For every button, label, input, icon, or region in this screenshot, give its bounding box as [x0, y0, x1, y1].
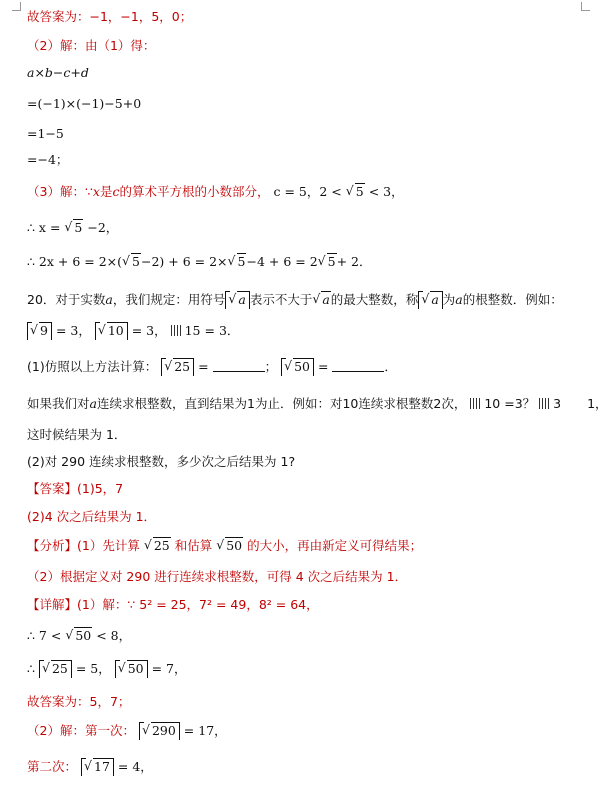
text: 的大小，再由新定义可得结果；: [247, 538, 423, 553]
floor-symbol: [95, 322, 128, 340]
text: =3？: [504, 396, 536, 411]
floor-symbol: [27, 322, 52, 340]
text: 的最大整数，称: [330, 292, 419, 307]
inequality-line: [27, 627, 131, 645]
text: 1: [246, 396, 255, 411]
sqrt: [164, 358, 191, 376]
var-a: a: [455, 292, 463, 307]
sqrt: [346, 183, 365, 201]
sqrt: [228, 253, 247, 271]
answer-line-2: (2)4 次之后结果为 1．: [27, 509, 157, 524]
floor-symbol: [161, 358, 194, 376]
text: 如果我们对: [27, 396, 90, 411]
radicand: 17: [94, 759, 110, 774]
radicand: 5: [355, 184, 364, 199]
sqrt: [98, 322, 125, 340]
garbled-glyph: [470, 398, 482, 409]
floor-symbol: [81, 758, 114, 776]
radicand: 5: [237, 254, 246, 269]
sqrt: [228, 291, 246, 309]
radicand: 50: [294, 359, 310, 374]
step-line-2: =1−5: [27, 126, 64, 141]
text: 【分析】(1）先计算: [27, 538, 140, 553]
garbled-glyph: [171, 325, 183, 336]
first-iteration-line: [27, 722, 227, 740]
text: 第二次：: [27, 759, 78, 774]
text: 和估算: [174, 538, 213, 553]
text: 1，: [587, 396, 608, 411]
step-line-1: =(−1)×(−1)−5+0: [27, 96, 142, 111]
text: 3: [553, 396, 562, 411]
text: = 3．: [204, 323, 240, 338]
text: 2: [433, 396, 442, 411]
text: 20．对于实数: [27, 292, 106, 307]
result-note: 这时候结果为 1．: [27, 427, 127, 442]
answer-line-1: 故答案为：−1，−1，5，0；: [27, 9, 193, 24]
radicand: a: [322, 292, 330, 307]
text: (1)仿照以上方法计算：: [27, 359, 158, 374]
solution-3-line: [27, 183, 404, 201]
text: −2) + 6 = 2×: [140, 254, 228, 269]
sqrt: [312, 291, 330, 309]
solution-2-heading: （2）解：由（1）得：: [27, 38, 156, 53]
math: < 3，: [368, 184, 404, 199]
text: 连续求根整数: [358, 396, 434, 411]
example-line: [27, 322, 239, 340]
sqrt: [421, 291, 439, 309]
text: 为: [442, 292, 456, 307]
var-x: x: [92, 184, 100, 199]
step-line-3: =−4；: [27, 152, 69, 167]
text: ，我们规定：用符号: [112, 292, 226, 307]
radicand: 25: [174, 359, 191, 374]
radicand: 50: [226, 538, 243, 553]
radicand: 5: [74, 220, 83, 235]
radicand: 5: [132, 254, 140, 269]
result-line: [27, 253, 372, 271]
text: = 3，: [131, 323, 167, 338]
text: + 2．: [336, 254, 372, 269]
radicand: 50: [127, 661, 144, 676]
text: = 4，: [117, 759, 153, 774]
var-a: a: [89, 396, 97, 411]
expression-line: a×b−c+d: [27, 65, 89, 80]
radicand: a: [431, 292, 439, 307]
var-c: c: [112, 184, 120, 199]
sqrt: [284, 358, 311, 376]
x-value-line: [27, 219, 118, 237]
answer-blank[interactable]: [332, 359, 384, 372]
text: = 3，: [55, 323, 91, 338]
answer-line-3: 故答案为：5，7；: [27, 694, 131, 709]
radicand: 5: [327, 254, 336, 269]
analysis-line: [27, 537, 422, 555]
sqrt: [144, 537, 171, 555]
text: ∴ 7 <: [27, 628, 62, 643]
text: 为止．例如：对: [254, 396, 343, 411]
garbled-glyph: [539, 398, 551, 409]
crop-mark-left: [12, 2, 21, 11]
question-1-line: [27, 358, 397, 376]
sqrt: [318, 253, 337, 271]
text: 的根整数．例如：: [462, 292, 563, 307]
floor-symbol: [281, 358, 314, 376]
floor-symbol: [139, 722, 180, 740]
question-2-line: (2)对 290 连续求根整数，多少次之后结果为 1?: [27, 454, 296, 469]
text: 10: [342, 396, 359, 411]
radicand: 10: [107, 323, 124, 338]
text: = 7，: [151, 661, 187, 676]
text: < 8，: [96, 628, 132, 643]
text: ∴ 2x + 6 = 2×(: [27, 254, 123, 269]
radicand: 9: [40, 323, 48, 338]
radicand: 25: [51, 661, 68, 676]
text: ∴: [27, 661, 35, 676]
continued-root-line: [27, 395, 608, 413]
floor-symbol: [39, 660, 72, 678]
sqrt: [142, 722, 177, 740]
floor-symbol: [418, 291, 442, 309]
sqrt: [118, 660, 145, 678]
question-20-line: [27, 291, 563, 309]
radicand: a: [238, 292, 246, 307]
analysis-line-2: （2）根据定义对 290 进行连续求根整数，可得 4 次之后结果为 1．: [27, 569, 408, 584]
text: ；: [264, 359, 278, 374]
radicand: 25: [153, 538, 170, 553]
text: ∴ x =: [27, 220, 61, 235]
text: =: [317, 359, 329, 374]
sqrt: [30, 322, 49, 340]
text: 15: [184, 323, 201, 338]
text: （3）解：∵: [27, 184, 93, 199]
floor-symbol: [115, 660, 148, 678]
second-iteration-line: [27, 758, 153, 776]
text: −4 + 6 = 2: [246, 254, 318, 269]
floor-symbol: [225, 291, 249, 309]
floor-result-line: [27, 660, 187, 678]
text: 连续求根整数，直到结果为: [96, 396, 247, 411]
sqrt: [84, 758, 111, 776]
text: 的算术平方根的小数部分，: [119, 184, 270, 199]
text: 是: [99, 184, 113, 199]
text: =: [198, 359, 209, 374]
radicand: 290: [151, 723, 176, 738]
var-a: a: [105, 292, 113, 307]
text: −2，: [87, 220, 119, 235]
sqrt: [65, 627, 92, 645]
answer-blank[interactable]: [213, 359, 265, 372]
crop-mark-right: [581, 2, 590, 11]
sqrt: [122, 253, 141, 271]
text: 10: [484, 396, 501, 411]
sqrt: [42, 660, 69, 678]
radicand: 50: [75, 628, 92, 643]
sqrt: [216, 537, 243, 555]
text: = 17，: [183, 723, 227, 738]
answer-label-line: 【答案】(1)5，7: [27, 481, 124, 496]
sqrt: [64, 219, 83, 237]
text: 次，: [441, 396, 467, 411]
math: c = 5，2 <: [273, 184, 342, 199]
detail-line: 【详解】(1）解：∵ 5² = 25，7² = 49，8² = 64，: [27, 597, 319, 612]
text: 表示不大于: [249, 292, 313, 307]
text: = 5，: [75, 661, 111, 676]
text: （2）解：第一次：: [27, 723, 135, 738]
text: ．: [384, 359, 397, 374]
